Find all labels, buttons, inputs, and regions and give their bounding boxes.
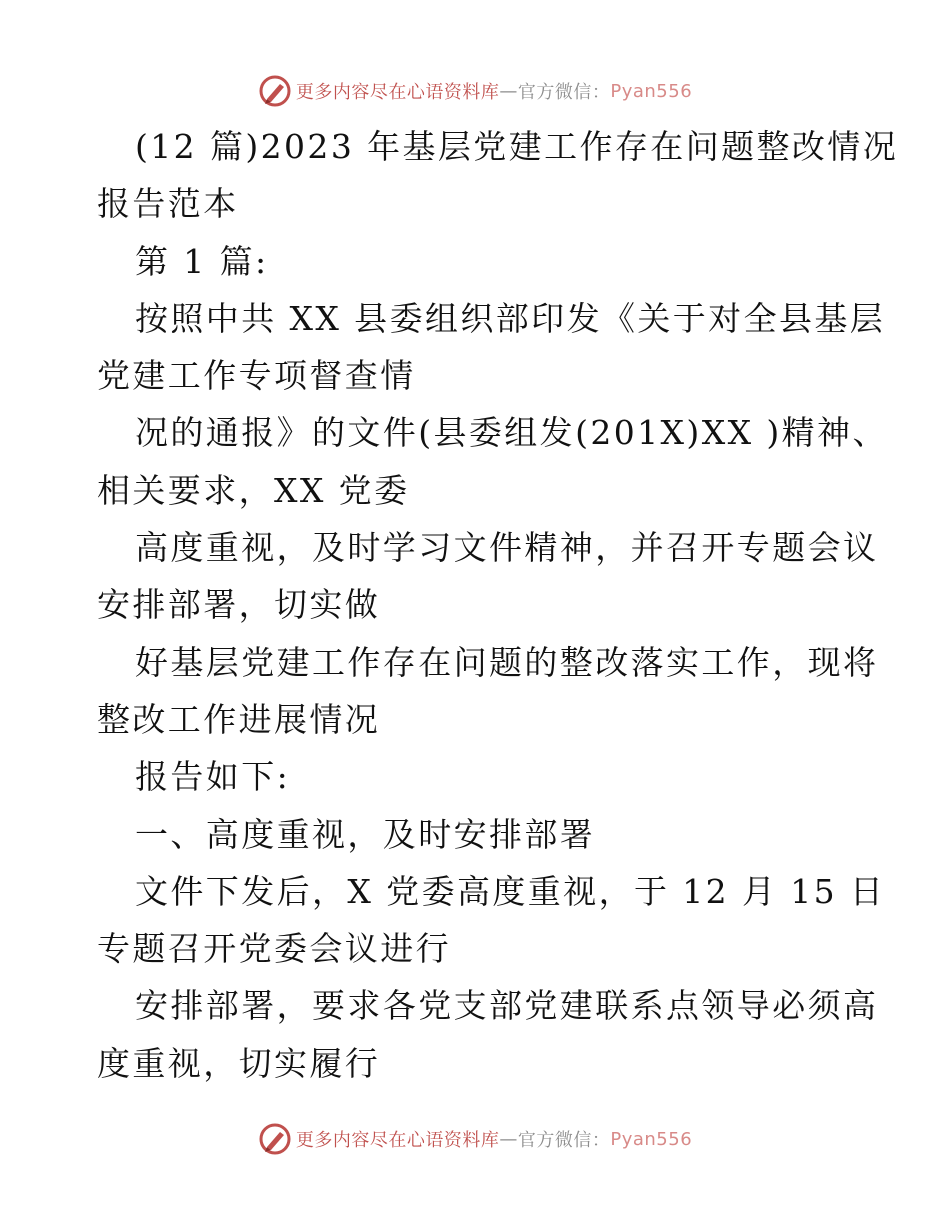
doc-line: 好基层党建工作存在问题的整改落实工作，现将 (135, 642, 879, 682)
doc-line: (12 篇)2023 年基层党建工作存在问题整改情况 (135, 127, 899, 166)
watermark-wechat-label: 官方微信： (517, 82, 611, 103)
watermark-wechat-label: 官方微信： (517, 1130, 611, 1151)
doc-line: 安排部署，要求各党支部党建联系点领导必须高 (135, 986, 879, 1026)
doc-line: 一、高度重视，及时安排部署 (135, 814, 596, 854)
pen-logo-icon (258, 1122, 292, 1156)
document-body (97, 118, 899, 1092)
doc-line: 第 1 篇: (135, 241, 269, 281)
doc-line: 报告如下: (135, 757, 291, 797)
footer-watermark (0, 1122, 950, 1156)
doc-line: 整改工作进展情况 (97, 699, 381, 739)
watermark-wechat-id: Pyan556 (610, 1128, 693, 1150)
doc-line: 文件下发后，X 党委高度重视，于 12 月 15 日 (135, 871, 886, 911)
doc-line: 专题召开党委会议进行 (97, 929, 451, 969)
pen-logo-icon (258, 74, 292, 108)
doc-line: 高度重视，及时学习文件精神，并召开专题会议 (135, 528, 879, 568)
watermark-separator: — (499, 1128, 518, 1150)
doc-line: 安排部署，切实做 (97, 585, 381, 625)
doc-line: 党建工作专项督查情 (97, 356, 416, 396)
watermark-brand-text: 更多内容尽在心语资料库 (295, 1130, 500, 1151)
doc-line: 按照中共 XX 县委组织部印发《关于对全县基层 (135, 298, 886, 338)
watermark-separator: — (499, 80, 518, 102)
doc-line: 相关要求，XX 党委 (97, 470, 410, 510)
watermark-wechat-id: Pyan556 (610, 80, 693, 102)
doc-line: 报告范本 (97, 184, 239, 224)
watermark-brand-text: 更多内容尽在心语资料库 (295, 82, 500, 103)
doc-line: 况的通报》的文件(县委组发(201X)XX )精神、 (135, 413, 888, 453)
header-watermark (0, 74, 950, 108)
doc-line: 度重视，切实履行 (97, 1043, 381, 1083)
